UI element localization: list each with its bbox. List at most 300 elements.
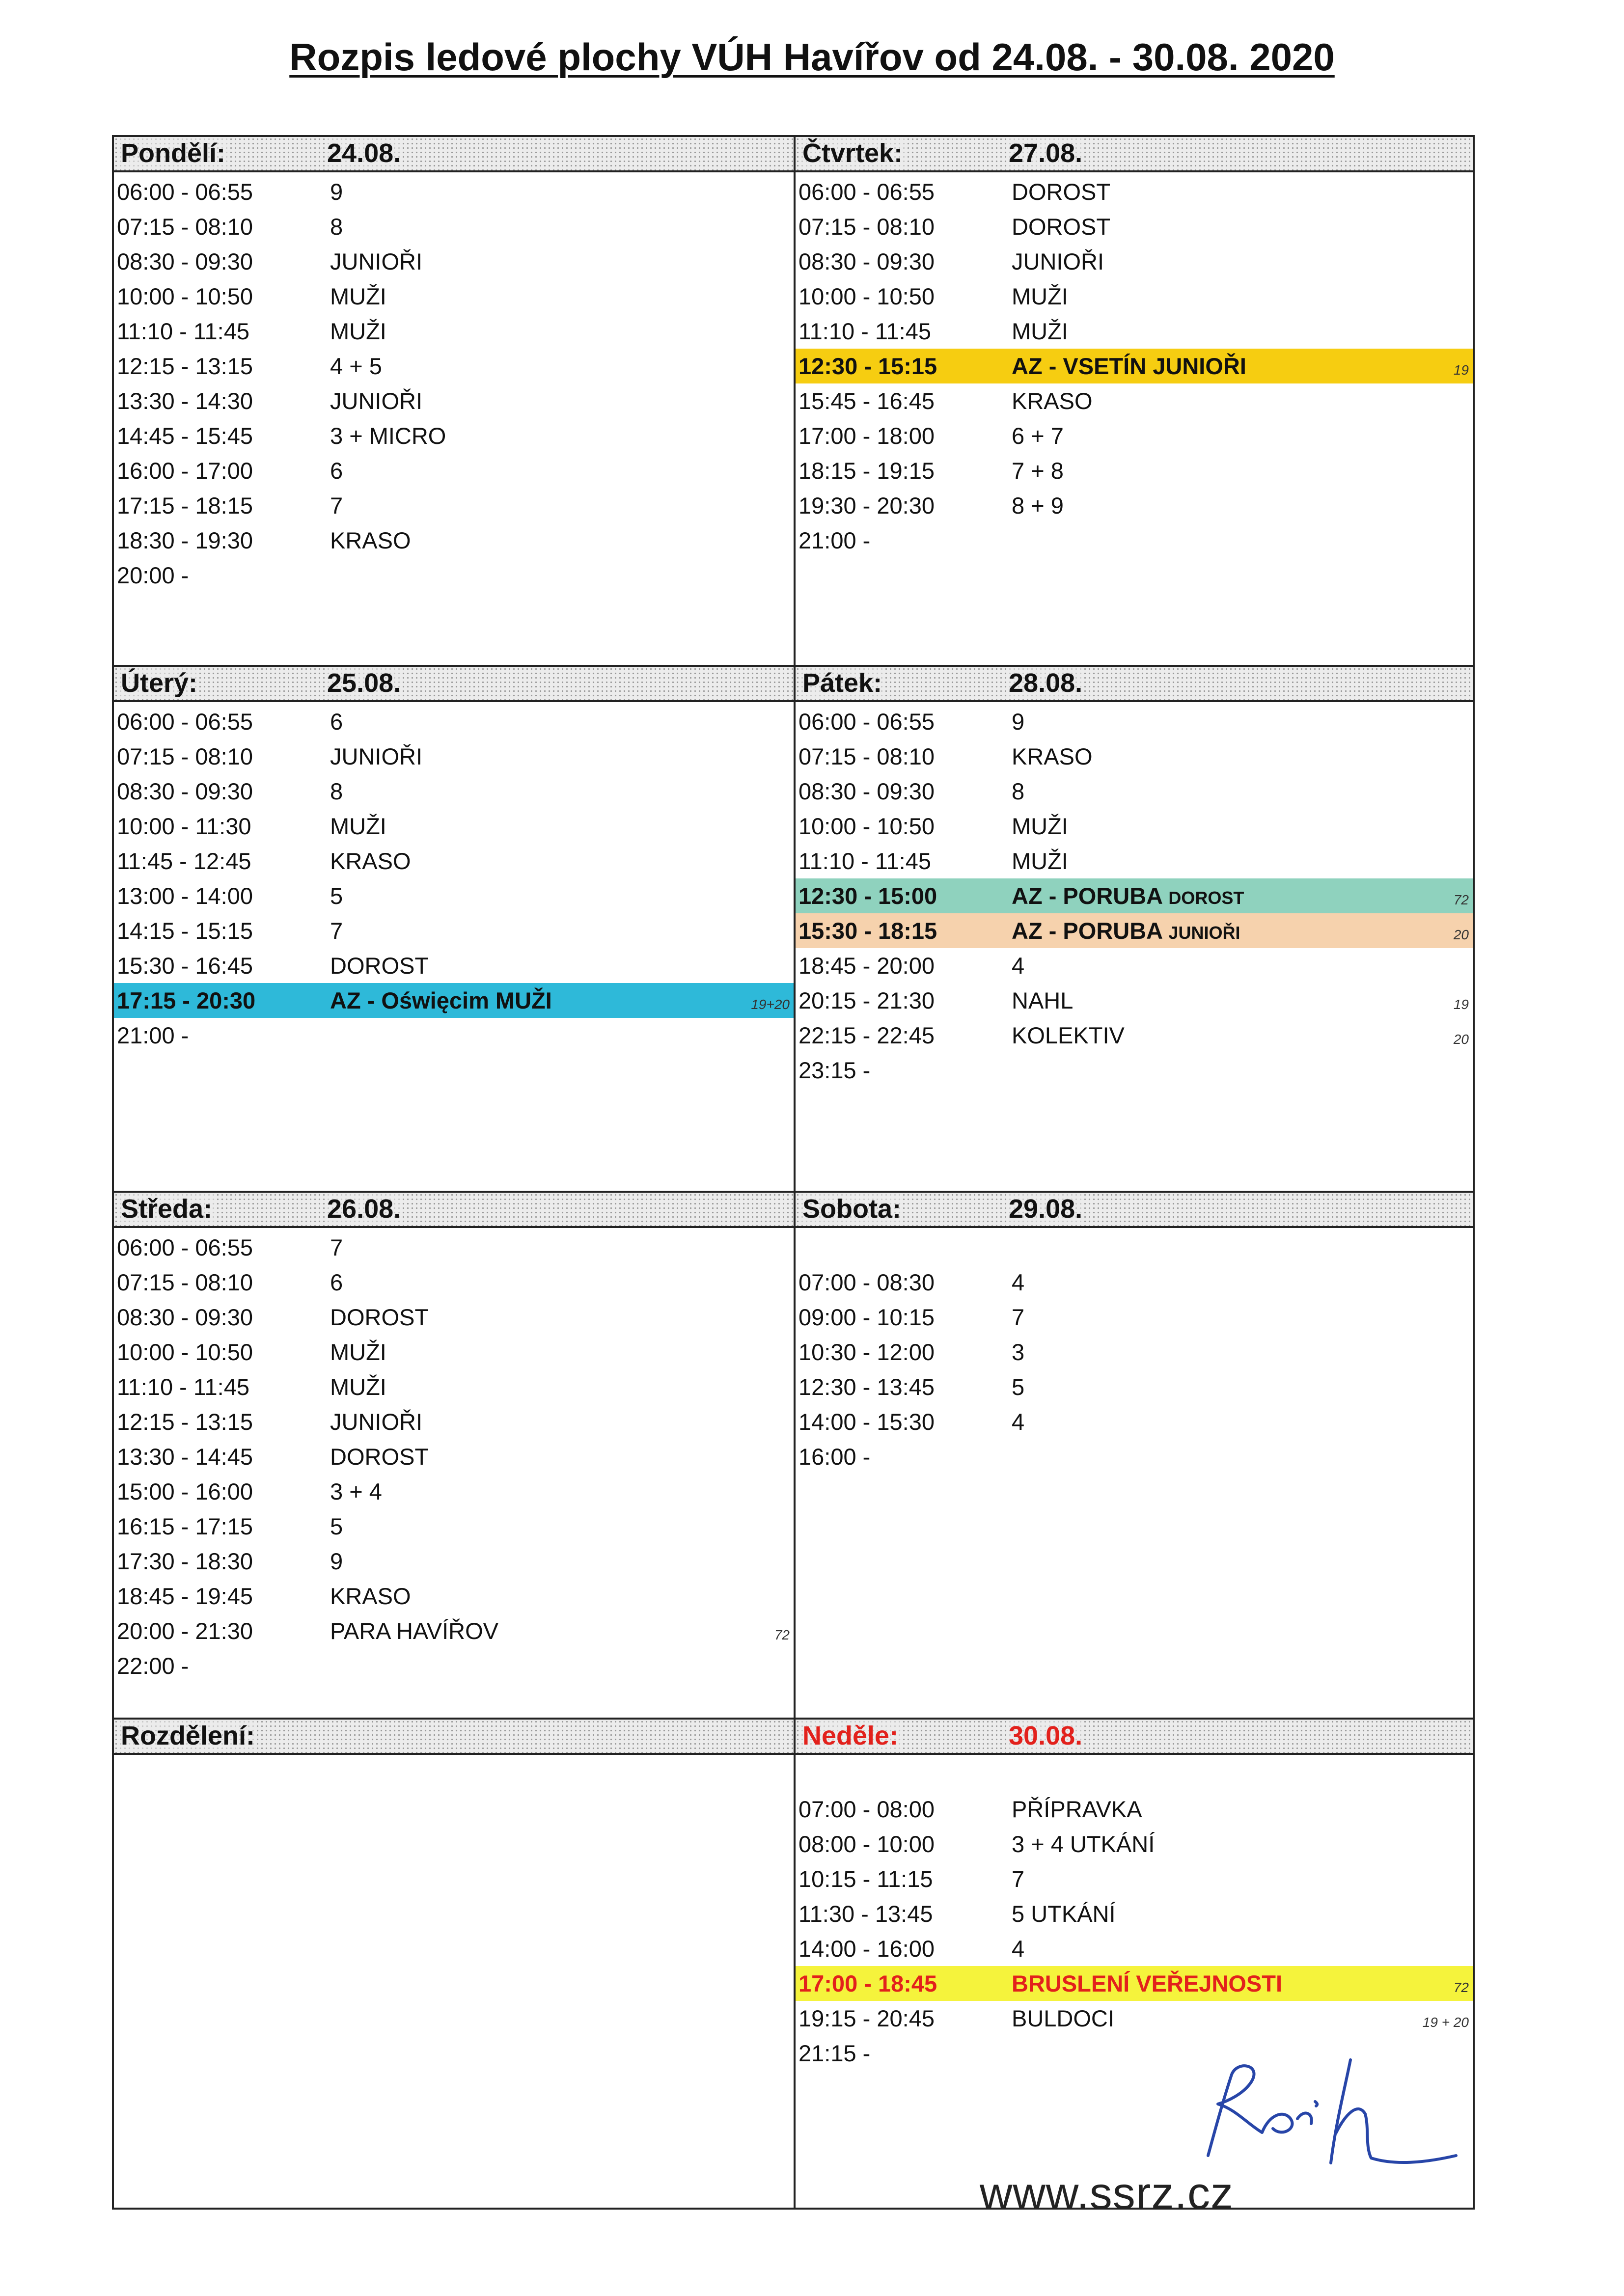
activity (330, 453, 343, 488)
activity (1012, 983, 1073, 1018)
activity-label: DOROST (330, 1304, 429, 1330)
activity-label: 7 (330, 492, 343, 519)
schedule-row (114, 1544, 794, 1579)
time-slot: 13:30 - 14:30 (117, 388, 253, 414)
schedule-row (114, 1300, 794, 1335)
day-header (114, 1720, 794, 1755)
activity-label: BULDOCI (1012, 2005, 1114, 2031)
time-slot: 10:00 - 10:50 (798, 813, 935, 839)
day-header (796, 137, 1473, 172)
schedule-row (796, 1931, 1473, 1966)
activity-label: 8 (330, 778, 343, 804)
time-slot: 12:15 - 13:15 (117, 1409, 253, 1435)
rink-note: 20 (1453, 927, 1469, 942)
activity (330, 314, 386, 349)
time-slot: 11:10 - 11:45 (798, 848, 932, 874)
schedule-row (796, 1265, 1473, 1300)
schedule-row (796, 523, 1473, 558)
schedule-row (114, 913, 794, 948)
day-date: 30.08. (1007, 1721, 1084, 1751)
activity (330, 1544, 343, 1579)
activity (330, 523, 411, 558)
schedule-row (796, 1792, 1473, 1827)
activity-label: JUNIOŘI (330, 388, 422, 414)
activity (1012, 809, 1068, 844)
activity (330, 383, 422, 418)
schedule-row (796, 279, 1473, 314)
activity-label: 4 + 5 (330, 353, 382, 379)
time-slot: 12:30 - 13:45 (798, 1374, 935, 1400)
rink-note: 19 + 20 (1422, 2015, 1469, 2030)
activity (330, 1579, 411, 1613)
time-slot: 17:00 - 18:45 (798, 1970, 937, 1996)
activity-label: 6 + 7 (1012, 423, 1064, 449)
distribution-box (112, 1718, 796, 2210)
time-slot: 12:15 - 13:15 (117, 353, 253, 379)
schedule-row (114, 174, 794, 209)
activity-team: DOROST (1168, 888, 1244, 908)
activity-label: KRASO (1012, 743, 1093, 769)
schedule-row (796, 739, 1473, 774)
activity-label: DOROST (1012, 214, 1111, 240)
activity (330, 1230, 343, 1265)
rink-note: 19 (1453, 997, 1469, 1012)
activity (1012, 453, 1064, 488)
schedule-row (114, 1404, 794, 1439)
time-slot: 10:00 - 10:50 (117, 283, 253, 309)
time-slot: 13:30 - 14:45 (117, 1444, 253, 1470)
activity (330, 1265, 343, 1300)
schedule-row (114, 488, 794, 523)
activity-label: AZ - PORUBA (1012, 918, 1162, 944)
schedule-row (114, 1648, 794, 1683)
activity (330, 244, 422, 279)
activity-label: DOROST (330, 1444, 429, 1470)
time-slot: 17:00 - 18:00 (798, 423, 935, 449)
day-name: Čtvrtek: (800, 138, 905, 168)
schedule-row (114, 1439, 794, 1474)
time-slot: 11:10 - 11:45 (798, 318, 932, 344)
day-date: 29.08. (1007, 1194, 1084, 1224)
time-slot: 10:00 - 10:50 (798, 283, 935, 309)
schedule-row (796, 1335, 1473, 1369)
day-name: Sobota: (800, 1194, 903, 1224)
time-slot: 15:45 - 16:45 (798, 388, 935, 414)
activity-label: MUŽI (1012, 848, 1068, 874)
time-slot: 12:30 - 15:15 (798, 353, 937, 379)
rink-note: 20 (1453, 1032, 1469, 1047)
activity (330, 1509, 343, 1544)
time-slot: 18:45 - 20:00 (798, 953, 935, 979)
activity-label: 6 (330, 709, 343, 735)
activity-label: JUNIOŘI (1012, 248, 1104, 274)
activity-label: JUNIOŘI (330, 248, 422, 274)
activity (1012, 1966, 1282, 2001)
activity-label: 7 + 8 (1012, 458, 1064, 484)
activity (1012, 279, 1068, 314)
activity-label: PŘÍPRAVKA (1012, 1796, 1142, 1822)
time-slot: 21:15 - (798, 2040, 871, 2066)
schedule-row (796, 1896, 1473, 1931)
time-slot: 20:00 - 21:30 (117, 1618, 253, 1644)
schedule-rows (796, 1230, 1473, 1474)
schedule-row (796, 809, 1473, 844)
time-slot: 07:15 - 08:10 (798, 743, 935, 769)
time-slot: 07:00 - 08:30 (798, 1269, 935, 1295)
schedule-row (114, 244, 794, 279)
time-slot: 06:00 - 06:55 (798, 709, 935, 735)
activity (1012, 418, 1064, 453)
day-header (114, 1193, 794, 1228)
activity (1012, 314, 1068, 349)
activity-label: 9 (330, 1548, 343, 1574)
time-slot: 18:30 - 19:30 (117, 527, 253, 553)
schedule-row (796, 913, 1473, 948)
activity-label: 3 + MICRO (330, 423, 446, 449)
activity (330, 488, 343, 523)
time-slot: 11:10 - 11:45 (117, 1374, 250, 1400)
schedule-row (114, 809, 794, 844)
activity-team: JUNIOŘI (1168, 923, 1240, 943)
activity (330, 983, 552, 1018)
activity (330, 878, 343, 913)
schedule-row (796, 349, 1473, 383)
activity-label: AZ - VSETÍN JUNIOŘI (1012, 353, 1246, 379)
activity-label: 9 (330, 179, 343, 205)
schedule-row (796, 174, 1473, 209)
time-slot: 10:15 - 11:15 (798, 1866, 933, 1892)
schedule-row (796, 948, 1473, 983)
activity-label: AZ - PORUBA (1012, 883, 1162, 909)
schedule-row (796, 1757, 1473, 1792)
activity (330, 1404, 422, 1439)
day-date: 27.08. (1007, 138, 1084, 168)
schedule-row (114, 1613, 794, 1648)
activity (1012, 244, 1104, 279)
schedule-row (796, 844, 1473, 878)
activity-label: MUŽI (1012, 813, 1068, 839)
rink-note: 19+20 (751, 997, 790, 1012)
day-date: 24.08. (325, 138, 403, 168)
activity (330, 739, 422, 774)
time-slot: 14:00 - 15:30 (798, 1409, 935, 1435)
activity-label: 4 (1012, 953, 1025, 979)
day-header (114, 667, 794, 702)
activity (1012, 209, 1110, 244)
activity-label: DOROST (1012, 179, 1111, 205)
activity (1012, 878, 1244, 915)
schedule-row (796, 1369, 1473, 1404)
time-slot: 19:15 - 20:45 (798, 2005, 935, 2031)
schedule-row (114, 948, 794, 983)
schedule-row (796, 1966, 1473, 2001)
schedule-row (796, 1861, 1473, 1896)
activity (1012, 1861, 1024, 1896)
schedule-row (796, 1439, 1473, 1474)
day-header (796, 1193, 1473, 1228)
schedule-row (796, 383, 1473, 418)
day-thursday (794, 135, 1475, 667)
day-date: 25.08. (325, 668, 403, 698)
schedule-row (114, 704, 794, 739)
schedule-row (114, 349, 794, 383)
activity-label: BRUSLENÍ VEŘEJNOSTI (1012, 1970, 1283, 1996)
time-slot: 06:00 - 06:55 (798, 179, 935, 205)
day-name: Pondělí: (119, 138, 227, 168)
day-saturday (794, 1191, 1475, 1720)
time-slot: 12:30 - 15:00 (798, 883, 937, 909)
time-slot: 23:15 - (798, 1057, 871, 1083)
time-slot: 10:00 - 11:30 (117, 813, 251, 839)
activity-label: 6 (330, 1269, 343, 1295)
time-slot: 06:00 - 06:55 (117, 179, 253, 205)
time-slot: 08:30 - 09:30 (798, 248, 935, 274)
activity-label: PARA HAVÍŘOV (330, 1618, 499, 1644)
time-slot: 09:00 - 10:15 (798, 1304, 935, 1330)
schedule-row (796, 314, 1473, 349)
activity-label: 8 (1012, 778, 1025, 804)
rink-note: 19 (1453, 362, 1469, 378)
day-header (796, 667, 1473, 702)
time-slot: 13:00 - 14:00 (117, 883, 253, 909)
day-name: Rozdělení: (119, 1721, 257, 1751)
activity-label: KRASO (330, 1583, 411, 1609)
activity (1012, 948, 1024, 983)
schedule-row (796, 774, 1473, 809)
time-slot: 06:00 - 06:55 (117, 709, 253, 735)
activity (330, 844, 411, 878)
time-slot: 14:45 - 15:45 (117, 423, 253, 449)
activity-label: 4 (1012, 1409, 1025, 1435)
activity (1012, 349, 1246, 383)
activity-label: DOROST (330, 953, 429, 979)
page-title: Rozpis ledové plochy VÚH Havířov od 24.08. - 30.08. 2020 (289, 35, 1335, 79)
activity-label: KRASO (330, 848, 411, 874)
activity-label: 7 (1012, 1304, 1025, 1330)
time-slot: 18:15 - 19:15 (798, 458, 935, 484)
schedule-row (114, 209, 794, 244)
schedule-rows (114, 1230, 794, 1683)
schedule-row (114, 983, 794, 1018)
activity-label: MUŽI (330, 1374, 386, 1400)
time-slot: 21:00 - (117, 1022, 189, 1048)
activity-label: 3 + 4 (330, 1478, 382, 1504)
activity-label: 6 (330, 458, 343, 484)
schedule-row (114, 418, 794, 453)
activity (330, 279, 386, 314)
schedule-rows (114, 174, 794, 593)
day-name: Úterý: (119, 668, 199, 698)
schedule-row (114, 558, 794, 593)
schedule-row (114, 1509, 794, 1544)
schedule-row (796, 878, 1473, 913)
activity (1012, 1335, 1024, 1369)
schedule-row (114, 1018, 794, 1053)
activity (1012, 1404, 1024, 1439)
activity (330, 704, 343, 739)
activity (330, 209, 343, 244)
rink-note: 72 (1453, 1980, 1469, 1995)
activity-label: JUNIOŘI (330, 1409, 422, 1435)
time-slot: 17:30 - 18:30 (117, 1548, 253, 1574)
day-tuesday (112, 665, 796, 1193)
day-wednesday (112, 1191, 796, 1720)
schedule-row (114, 314, 794, 349)
activity-label: 7 (330, 1234, 343, 1260)
activity-label: 7 (1012, 1866, 1025, 1892)
schedule-row (114, 279, 794, 314)
time-slot: 07:00 - 08:00 (798, 1796, 935, 1822)
activity (1012, 844, 1068, 878)
activity (1012, 739, 1093, 774)
day-name: Pátek: (800, 668, 884, 698)
activity-label: 4 (1012, 1269, 1025, 1295)
day-header (796, 1720, 1473, 1755)
activity (1012, 913, 1240, 950)
time-slot: 14:00 - 16:00 (798, 1936, 935, 1962)
activity-label: MUŽI (1012, 283, 1068, 309)
schedule-row (114, 739, 794, 774)
schedule-row (796, 1053, 1473, 1088)
schedule-row (114, 1230, 794, 1265)
activity (330, 1439, 429, 1474)
schedule-row (114, 1579, 794, 1613)
activity (1012, 1265, 1024, 1300)
time-slot: 20:15 - 21:30 (798, 987, 935, 1013)
signature (1188, 2055, 1463, 2173)
time-slot: 20:00 - (117, 562, 189, 588)
activity (1012, 383, 1093, 418)
rink-note: 72 (774, 1627, 790, 1642)
time-slot: 21:00 - (798, 527, 871, 553)
schedule-row (114, 1265, 794, 1300)
schedule-row (114, 523, 794, 558)
schedule-row (114, 774, 794, 809)
activity (330, 349, 382, 383)
activity (1012, 1792, 1142, 1827)
time-slot: 08:30 - 09:30 (117, 1304, 253, 1330)
schedule-row (114, 878, 794, 913)
schedule-row (796, 1404, 1473, 1439)
activity (330, 809, 386, 844)
activity (1012, 704, 1024, 739)
schedule-row (114, 844, 794, 878)
schedule-row (114, 383, 794, 418)
activity-label: 5 UTKÁNÍ (1012, 1901, 1116, 1927)
activity-label: MUŽI (330, 283, 386, 309)
schedule-row (796, 983, 1473, 1018)
time-slot: 18:45 - 19:45 (117, 1583, 253, 1609)
schedule-row (114, 1335, 794, 1369)
time-slot: 16:00 - (798, 1444, 871, 1470)
activity (330, 774, 343, 809)
activity-label: MUŽI (330, 318, 386, 344)
activity (1012, 488, 1064, 523)
day-name: Středa: (119, 1194, 214, 1224)
schedule-row (796, 418, 1473, 453)
activity-label: JUNIOŘI (330, 743, 422, 769)
activity-label: 5 (330, 883, 343, 909)
schedule-row (796, 2001, 1473, 2036)
time-slot: 08:30 - 09:30 (798, 778, 935, 804)
activity-label: 8 + 9 (1012, 492, 1064, 519)
rink-note: 72 (1453, 892, 1469, 907)
day-name: Neděle: (800, 1721, 900, 1751)
activity-label: 3 + 4 UTKÁNÍ (1012, 1831, 1155, 1857)
activity-label: MUŽI (330, 1339, 386, 1365)
schedule-row (796, 1827, 1473, 1861)
time-slot: 07:15 - 08:10 (117, 1269, 253, 1295)
activity-label: NAHL (1012, 987, 1073, 1013)
schedule-row (796, 453, 1473, 488)
activity-label: AZ - Oświęcim MUŽI (330, 987, 552, 1013)
time-slot: 22:00 - (117, 1653, 189, 1679)
time-slot: 19:30 - 20:30 (798, 492, 935, 519)
time-slot: 11:30 - 13:45 (798, 1901, 933, 1927)
day-friday (794, 665, 1475, 1193)
activity (330, 418, 446, 453)
time-slot: 10:30 - 12:00 (798, 1339, 935, 1365)
schedule-row (796, 488, 1473, 523)
time-slot: 17:15 - 20:30 (117, 987, 256, 1013)
time-slot: 07:15 - 08:10 (798, 214, 935, 240)
activity (330, 948, 429, 983)
activity (1012, 1300, 1024, 1335)
activity (330, 1474, 382, 1509)
activity (330, 1335, 386, 1369)
activity-label: 8 (330, 214, 343, 240)
schedule-rows (796, 1757, 1473, 2071)
time-slot: 14:15 - 15:15 (117, 918, 253, 944)
activity (1012, 1896, 1116, 1931)
activity (1012, 1369, 1024, 1404)
time-slot: 06:00 - 06:55 (117, 1234, 253, 1260)
time-slot: 07:15 - 08:10 (117, 743, 253, 769)
time-slot: 10:00 - 10:50 (117, 1339, 253, 1365)
schedule-row (114, 1474, 794, 1509)
time-slot: 11:45 - 12:45 (117, 848, 251, 874)
activity (1012, 2001, 1114, 2036)
time-slot: 07:15 - 08:10 (117, 214, 253, 240)
schedule-row (796, 1018, 1473, 1053)
schedule-row (114, 453, 794, 488)
time-slot: 08:00 - 10:00 (798, 1831, 935, 1857)
schedule-row (796, 1300, 1473, 1335)
schedule-row (796, 244, 1473, 279)
day-monday (112, 135, 796, 667)
time-slot: 08:30 - 09:30 (117, 248, 253, 274)
activity-label: 3 (1012, 1339, 1025, 1365)
activity (1012, 174, 1110, 209)
activity (330, 1300, 429, 1335)
time-slot: 16:00 - 17:00 (117, 458, 253, 484)
activity (1012, 1018, 1125, 1053)
day-date: 26.08. (325, 1194, 403, 1224)
activity-label: KOLEKTIV (1012, 1022, 1125, 1048)
schedule-row (796, 209, 1473, 244)
activity-label: 5 (1012, 1374, 1025, 1400)
time-slot: 16:15 - 17:15 (117, 1513, 253, 1539)
activity-label: KRASO (330, 527, 411, 553)
activity-label: MUŽI (330, 813, 386, 839)
day-header (114, 137, 794, 172)
time-slot: 15:00 - 16:00 (117, 1478, 253, 1504)
activity (1012, 774, 1024, 809)
schedule-rows (114, 704, 794, 1053)
activity-label: 4 (1012, 1936, 1025, 1962)
schedule-rows (796, 174, 1473, 558)
time-slot: 17:15 - 18:15 (117, 492, 253, 519)
